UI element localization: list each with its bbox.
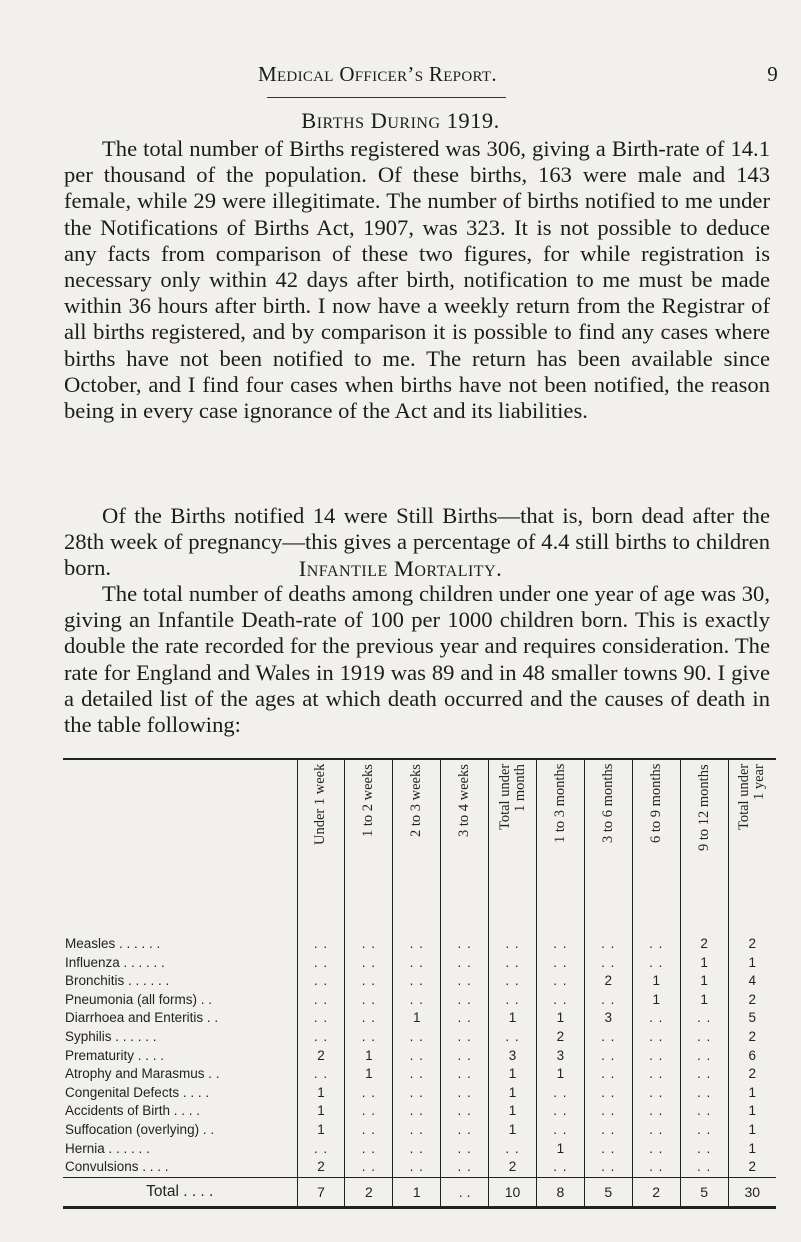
header-cause	[63, 759, 297, 931]
table-row	[63, 1028, 776, 1047]
table-cell: . .	[393, 1140, 441, 1159]
table-cell: . .	[584, 954, 632, 973]
column-header	[680, 759, 728, 931]
table-cell: . .	[584, 1140, 632, 1159]
table-cell: . .	[393, 972, 441, 991]
table-cell: 1	[489, 1065, 537, 1084]
cause-label: Pneumonia (all forms) . .	[65, 991, 213, 1007]
table-cell: 2	[536, 1028, 584, 1047]
cause-label: Syphilis . . . . . .	[65, 1028, 157, 1044]
table-cell: 1	[728, 1102, 776, 1121]
table-cell: . .	[632, 1140, 680, 1159]
table-cell: . .	[345, 1102, 393, 1121]
total-cell: 1	[393, 1177, 441, 1207]
table-cell: . .	[441, 991, 489, 1010]
table-cell: . .	[297, 1140, 345, 1159]
table-cell: 2	[728, 1065, 776, 1084]
table-cell: . .	[584, 991, 632, 1010]
infant-deaths-table	[63, 758, 776, 1209]
table-cell: . .	[680, 1047, 728, 1066]
table-cell: 1	[297, 1102, 345, 1121]
table-total-row	[63, 1177, 776, 1207]
table-cell: . .	[345, 1158, 393, 1177]
table-cell: 1	[680, 991, 728, 1010]
table-row	[63, 931, 776, 954]
table-cell: . .	[441, 1065, 489, 1084]
total-cell: . .	[441, 1177, 489, 1207]
cause-label: Atrophy and Marasmus . .	[65, 1066, 220, 1082]
column-header-label: 1 to 3 months	[551, 764, 568, 844]
table-cell: . .	[297, 1028, 345, 1047]
table-cell: . .	[441, 954, 489, 973]
column-header	[297, 759, 345, 931]
table-cell: 2	[680, 931, 728, 954]
table-cell: 1	[297, 1084, 345, 1103]
table-cell: . .	[297, 972, 345, 991]
table-cell: 1	[728, 954, 776, 973]
table-cell: . .	[393, 1102, 441, 1121]
table-cell: 2	[728, 931, 776, 954]
column-header-label: 3 to 6 months	[599, 764, 616, 844]
table-cell: . .	[297, 1009, 345, 1028]
table-cell: . .	[489, 1028, 537, 1047]
table-cell: . .	[441, 931, 489, 954]
table-row	[63, 954, 776, 973]
table-cell: . .	[584, 1102, 632, 1121]
table-cell: 4	[728, 972, 776, 991]
table-row	[63, 1121, 776, 1140]
table-cell: . .	[345, 972, 393, 991]
table-cell: . .	[632, 1047, 680, 1066]
table-cell: . .	[632, 1009, 680, 1028]
table-cell: 1	[489, 1009, 537, 1028]
table-cell: . .	[345, 954, 393, 973]
table-cell: . .	[632, 1121, 680, 1140]
table-header-row	[63, 759, 776, 931]
table-row	[63, 991, 776, 1010]
table-cell: . .	[297, 991, 345, 1010]
table-cell: 1	[680, 972, 728, 991]
table-cell: 1	[489, 1121, 537, 1140]
table-cell: . .	[345, 1121, 393, 1140]
table-cell: . .	[489, 954, 537, 973]
total-cell: 8	[536, 1177, 584, 1207]
table-cell: . .	[536, 931, 584, 954]
table-cell: . .	[489, 931, 537, 954]
cause-label: Diarrhoea and Enteritis . .	[65, 1010, 219, 1026]
table-cell: . .	[393, 1158, 441, 1177]
total-cell: 7	[297, 1177, 345, 1207]
table-cell: 1	[536, 1065, 584, 1084]
column-header-label: 1 to 2 weeks	[360, 764, 377, 837]
table-cell: . .	[680, 1102, 728, 1121]
column-header-label: 3 to 4 weeks	[456, 764, 473, 837]
table-cell: 3	[536, 1047, 584, 1066]
table-cell: 2	[584, 972, 632, 991]
running-head-title: Medical Officer’s Report.	[258, 62, 497, 86]
table-cell: 1	[680, 954, 728, 973]
table-body	[63, 931, 776, 1177]
column-header-label: Total under 1 month	[496, 764, 528, 831]
table-cell: . .	[536, 1102, 584, 1121]
column-header	[489, 759, 537, 931]
table-cell: . .	[441, 1084, 489, 1103]
table-cell: . .	[345, 1140, 393, 1159]
total-cell: 2	[345, 1177, 393, 1207]
table-cell: . .	[441, 1158, 489, 1177]
column-header	[536, 759, 584, 931]
table-cell: . .	[297, 954, 345, 973]
cause-label: Convulsions . . . .	[65, 1159, 169, 1175]
column-header	[393, 759, 441, 931]
cause-label: Influenza . . . . . .	[65, 954, 165, 970]
table-cell: . .	[393, 1084, 441, 1103]
table-cell: . .	[393, 991, 441, 1010]
table-cell: 1	[489, 1084, 537, 1103]
table-cell: 2	[728, 991, 776, 1010]
table-cell: . .	[441, 1140, 489, 1159]
table-cell: . .	[297, 931, 345, 954]
cause-label: Bronchitis . . . . . .	[65, 973, 170, 989]
table-cell: . .	[536, 1121, 584, 1140]
column-header	[632, 759, 680, 931]
table-cell: 1	[728, 1140, 776, 1159]
table-cell: . .	[680, 1028, 728, 1047]
column-header-label: Under 1 week	[312, 764, 329, 846]
total-cell: 5	[584, 1177, 632, 1207]
table-row	[63, 1102, 776, 1121]
table-cell: . .	[393, 954, 441, 973]
table-cell: 3	[584, 1009, 632, 1028]
total-label: Total . . . .	[63, 1177, 297, 1207]
column-header-label: 6 to 9 months	[647, 764, 664, 844]
table-row	[63, 1084, 776, 1103]
table-cell: 1	[393, 1009, 441, 1028]
table-row	[63, 1140, 776, 1159]
table-cell: . .	[680, 1084, 728, 1103]
column-header	[345, 759, 393, 931]
cause-label: Suffocation (overlying) . .	[65, 1121, 215, 1137]
column-header-label: 9 to 12 months	[695, 764, 712, 851]
table-cell: . .	[345, 931, 393, 954]
table-row	[63, 1047, 776, 1066]
table-cell: . .	[441, 1009, 489, 1028]
table-cell: . .	[680, 1140, 728, 1159]
births-paragraph-1: The total number of Births registered was 306, giving a Birth-rate of 14.1 per thousand of the population. Of these births, 163 were male and 143 female, while 29 were illegitimate. The number of births notified to me under the Notifications of Births Act, 1907, was 323. It is not possible to deduce any facts from comparison of these two figures, for while registration is necessary only within 42 days after birth, notification to me must be made within 36 hours after birth. I now have a weekly return from the Registrar of all births registered, and by comparison it is possible to find any cases where births have not been notified to me. The return has been available since October, and I find four cases when births have not been notified, the reason being in every case ignorance of the Act and its liabilities.	[64, 136, 770, 424]
table-cell: . .	[536, 954, 584, 973]
table-cell: . .	[536, 972, 584, 991]
table-cell: 2	[489, 1158, 537, 1177]
table-row	[63, 1065, 776, 1084]
table-cell: . .	[632, 1028, 680, 1047]
table-cell: . .	[536, 1084, 584, 1103]
table-cell: . .	[632, 1102, 680, 1121]
table-row	[63, 972, 776, 991]
table-cell: 1	[297, 1121, 345, 1140]
column-header-label: Total under 1 year	[736, 764, 768, 831]
table-cell: . .	[632, 1084, 680, 1103]
column-header	[441, 759, 489, 931]
cause-label: Accidents of Birth . . . .	[65, 1103, 201, 1119]
table-cell: 2	[297, 1158, 345, 1177]
total-cell: 5	[680, 1177, 728, 1207]
table-cell: 1	[345, 1047, 393, 1066]
table-cell: . .	[393, 1121, 441, 1140]
column-header-label: 2 to 3 weeks	[408, 764, 425, 837]
table-cell: . .	[632, 1158, 680, 1177]
table-cell: . .	[584, 1047, 632, 1066]
table-cell: 3	[489, 1047, 537, 1066]
table-cell: . .	[489, 972, 537, 991]
table-cell: . .	[632, 954, 680, 973]
table-cell: 2	[297, 1047, 345, 1066]
table-cell: . .	[345, 1084, 393, 1103]
cause-label: Congenital Defects . . . .	[65, 1084, 210, 1100]
table-cell: 2	[728, 1028, 776, 1047]
cause-label: Prematurity . . . .	[65, 1047, 165, 1063]
infantile-mortality-paragraph: The total number of deaths among children under one year of age was 30, giving an Infantile Death-rate of 100 per 1000 children born. This is exactly double the rate recorded for the previous year and requires consideration. The rate for England and Wales in 1919 was 89 and in 48 smaller towns 90. I give a detailed list of the ages at which death occurred and the causes of death in the table following:	[64, 581, 770, 738]
table-cell: . .	[680, 1158, 728, 1177]
table-cell: . .	[345, 1028, 393, 1047]
table-cell: 1	[536, 1140, 584, 1159]
table-cell: . .	[584, 1084, 632, 1103]
births-heading: Births During 1919.	[301, 108, 500, 133]
table-row	[63, 1009, 776, 1028]
table-cell: . .	[536, 991, 584, 1010]
table-cell: . .	[441, 1102, 489, 1121]
table-cell: . .	[297, 1065, 345, 1084]
table-cell: . .	[632, 1065, 680, 1084]
table-cell: 1	[345, 1065, 393, 1084]
table-cell: . .	[441, 972, 489, 991]
table-cell: . .	[632, 931, 680, 954]
table-cell: . .	[584, 1121, 632, 1140]
table-cell: . .	[680, 1009, 728, 1028]
table-cell: . .	[393, 1047, 441, 1066]
table-cell: . .	[489, 991, 537, 1010]
table-cell: 2	[728, 1158, 776, 1177]
table-cell: 5	[728, 1009, 776, 1028]
table-cell: . .	[441, 1028, 489, 1047]
table-cell: . .	[584, 1065, 632, 1084]
column-header	[728, 759, 776, 931]
table-cell: 1	[728, 1121, 776, 1140]
cause-label: Hernia . . . . . .	[65, 1140, 150, 1156]
table-cell: . .	[393, 931, 441, 954]
table-cell: . .	[441, 1047, 489, 1066]
table-cell: 1	[632, 991, 680, 1010]
table-cell: . .	[393, 1028, 441, 1047]
table-cell: . .	[441, 1121, 489, 1140]
total-cell: 2	[632, 1177, 680, 1207]
total-cell: 30	[728, 1177, 776, 1207]
table-cell: 1	[728, 1084, 776, 1103]
total-cell: 10	[489, 1177, 537, 1207]
table-cell: 1	[632, 972, 680, 991]
table-cell: 6	[728, 1047, 776, 1066]
table-cell: . .	[536, 1158, 584, 1177]
table-cell: . .	[393, 1065, 441, 1084]
births-paragraph-2: Of the Births notified 14 were Still Births—that is, born dead after the 28th week of pregnancy—this gives a percentage of 4.4 still births to children born.	[64, 503, 770, 581]
table-cell: . .	[584, 1028, 632, 1047]
table-row	[63, 1158, 776, 1177]
table-cell: . .	[680, 1121, 728, 1140]
table-cell: . .	[345, 991, 393, 1010]
table-cell: . .	[489, 1140, 537, 1159]
table-cell: . .	[680, 1065, 728, 1084]
table-cell: 1	[536, 1009, 584, 1028]
table-cell: . .	[584, 931, 632, 954]
header-rule	[267, 97, 506, 98]
table-cell: . .	[345, 1009, 393, 1028]
infantile-mortality-heading: Infantile Mortality.	[298, 556, 503, 581]
table-cell: 1	[489, 1102, 537, 1121]
column-header	[584, 759, 632, 931]
page-number: 9	[767, 62, 778, 86]
table-cell: . .	[584, 1158, 632, 1177]
cause-label: Measles . . . . . .	[65, 936, 161, 951]
